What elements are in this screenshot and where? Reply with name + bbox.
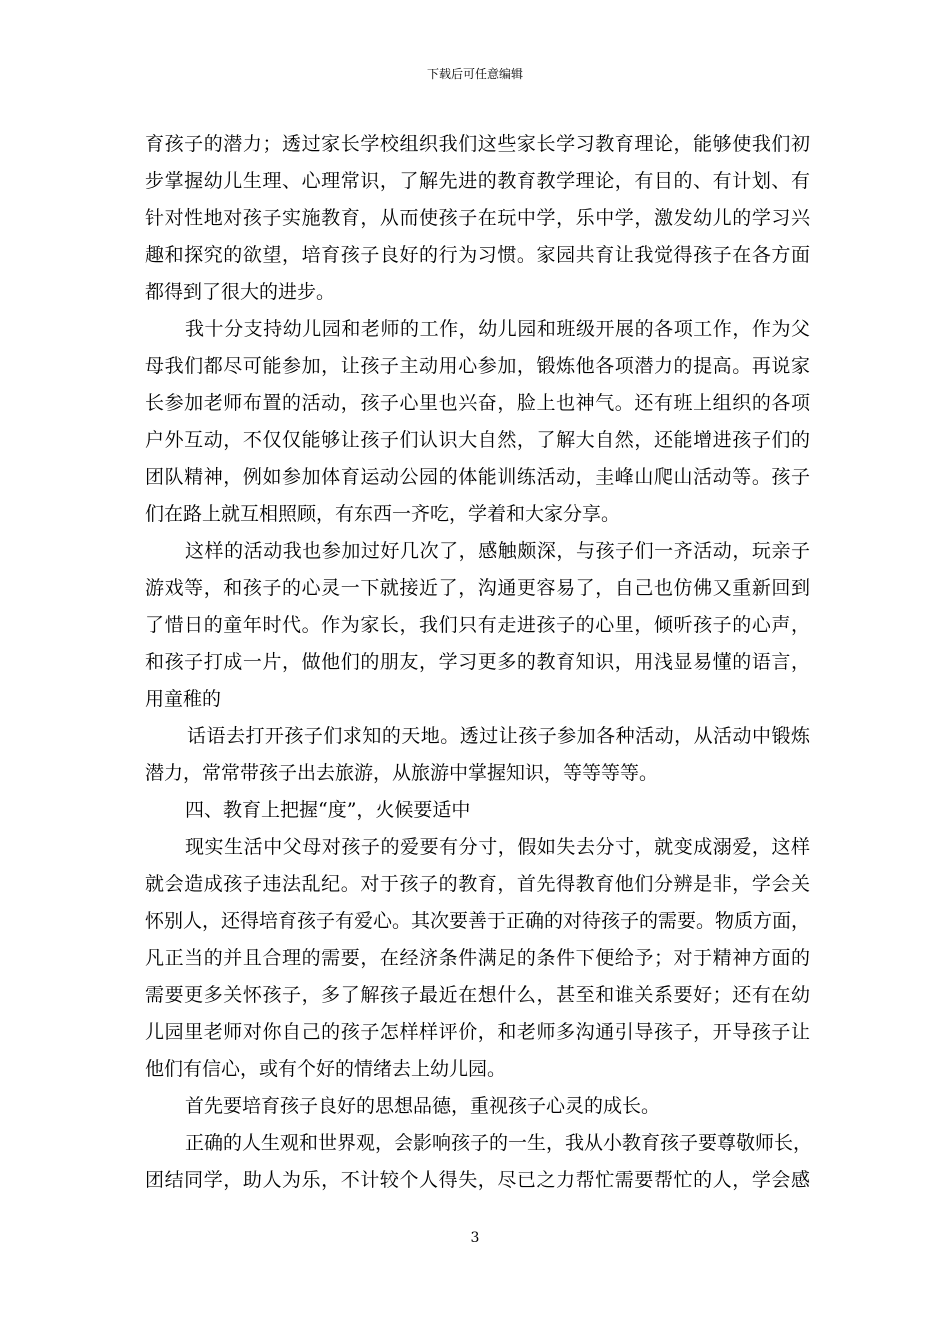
text-line: 长参加老师布置的活动，孩子心里也兴奋，脸上也神气。还有班上组织的各项 (145, 392, 810, 414)
section-heading (145, 792, 810, 829)
text-line: 现实生活中父母对孩子的爱要有分寸，假如失去分寸，就变成溺爱，这样 (185, 836, 810, 858)
text-line: 首先要培育孩子良好的思想品德，重视孩子心灵的成长。 (185, 1095, 661, 1117)
text-line: 需要更多关怀孩子，多了解孩子最近在想什么，甚至和谁关系要好；还有在幼 (145, 984, 810, 1006)
text-line: 凡正当的并且合理的需要，在经济条件满足的条件下便给予；对于精神方面的 (145, 947, 810, 969)
text-line: 针对性地对孩子实施教育，从而使孩子在玩中学，乐中学，激发幼儿的学习兴 (145, 207, 810, 229)
page-header: 下载后可任意编辑 (426, 67, 523, 81)
page-number: 3 (470, 1230, 480, 1246)
paragraph-2 (145, 311, 810, 533)
text-line: 都得到了很大的进步。 (145, 281, 336, 303)
paragraph-4 (145, 718, 810, 792)
text-line: 游戏等，和孩子的心灵一下就接近了，沟通更容易了，自己也仿佛又重新回到 (145, 577, 810, 599)
text-line: 儿园里老师对你自己的孩子怎样样评价，和老师多沟通引导孩子，开导孩子让 (145, 1021, 810, 1043)
paragraph-1 (145, 126, 810, 311)
text-line: 他们有信心，或有个好的情绪去上幼儿园。 (145, 1058, 507, 1080)
paragraph-8 (145, 1125, 813, 1199)
text-line: 正确的人生观和世界观，会影响孩子的一生，我从小教育孩子要尊敬师长， (185, 1132, 813, 1154)
paragraph-3 (145, 533, 810, 718)
text-line: 和孩子打成一片，做他们的朋友，学习更多的教育知识，用浅显易懂的语言， (145, 651, 810, 673)
text-line: 团队精神，例如参加体育运动公园的体能训练活动，圭峰山爬山活动等。孩子 (145, 466, 810, 488)
text-line: 这样的活动我也参加过好几次了，感触颇深，与孩子们一齐活动，玩亲子 (185, 540, 810, 562)
paragraph-6 (145, 829, 810, 1088)
text-line: 我十分支持幼儿园和老师的工作，幼儿园和班级开展的各项工作，作为父 (185, 318, 810, 340)
text-line: 趣和探究的欲望，培育孩子良好的行为习惯。家园共育让我觉得孩子在各方面 (145, 244, 810, 266)
text-line: 话语去打开孩子们求知的天地。透过让孩子参加各种活动，从活动中锻炼 (187, 725, 810, 747)
text-line: 户外互动，不仅仅能够让孩子们认识大自然，了解大自然，还能增进孩子们的 (145, 429, 810, 451)
text-line: 怀别人，还得培育孩子有爱心。其次要善于正确的对待孩子的需要。物质方面， (145, 910, 811, 932)
text-line: 步掌握幼儿生理、心理常识，了解先进的教育教学理论，有目的、有计划、有 (145, 170, 810, 192)
text-line: 就会造成孩子违法乱纪。对于孩子的教育，首先得教育他们分辨是非，学会关 (145, 873, 810, 895)
text-line: 们在路上就互相照顾，有东西一齐吃，学着和大家分享。 (145, 503, 621, 525)
section-heading-text: 四、教育上把握“度”，火候要适中 (185, 799, 471, 821)
paragraph-7 (145, 1088, 810, 1125)
text-line: 了惜日的童年时代。作为家长，我们只有走进孩子的心里，倾听孩子的心声， (145, 614, 810, 636)
text-line: 潜力，常常带孩子出去旅游，从旅游中掌握知识，等等等等。 (145, 762, 659, 784)
document-body (145, 126, 813, 1199)
text-line: 育孩子的潜力；透过家长学校组织我们这些家长学习教育理论，能够使我们初 (145, 133, 810, 155)
text-line: 母我们都尽可能参加，让孩子主动用心参加，锻炼他各项潜力的提高。再说家 (145, 355, 810, 377)
text-line: 用童稚的 (145, 688, 222, 710)
text-line: 团结同学，助人为乐，不计较个人得失，尽已之力帮忙需要帮忙的人，学会感 (145, 1169, 810, 1191)
